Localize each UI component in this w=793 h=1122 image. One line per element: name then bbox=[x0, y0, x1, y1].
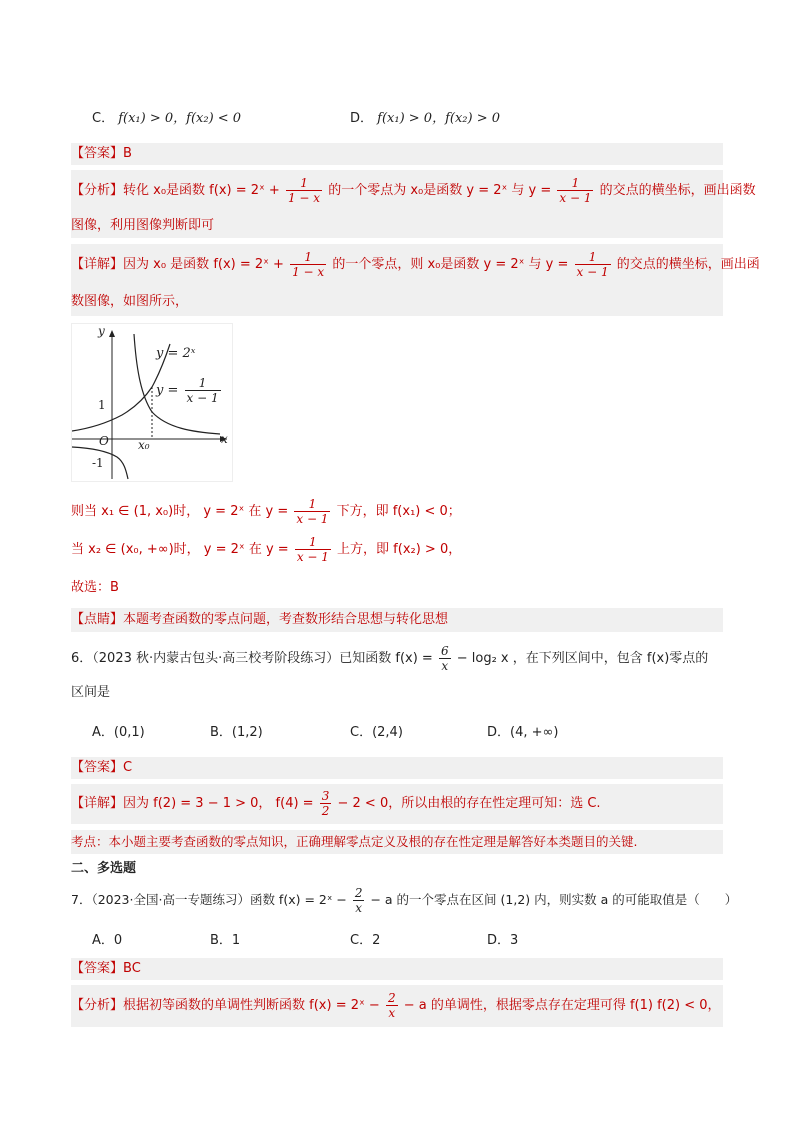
analysis-line2: 图像，利用图像判断即可 bbox=[71, 218, 215, 233]
origin-label: O bbox=[99, 434, 109, 448]
q6-stem-line2: 区间是 bbox=[71, 685, 111, 700]
option-c: C． f(x₁) > 0，f(x₂) < 0 bbox=[92, 111, 242, 126]
y-axis-arrow bbox=[109, 330, 115, 337]
q7-option-c: C．2 bbox=[350, 933, 381, 948]
detail-block-q5: 【详解】因为 x₀ 是函数 f(x) = 2ˣ + $\frac{1}{1 - x}$ 的一个零点，则 x₀是函数 y = 2ˣ 与 y = $\frac{1}{x - 1}$ 的交点的横坐标，画出函 数图像，如图所示， bbox=[71, 244, 723, 316]
y-axis-label: y bbox=[98, 324, 105, 338]
option-c-expr: f(x₁) > 0，f(x₂) < 0 bbox=[118, 111, 242, 126]
conclusion-line-b: 当 x₂ ∈ (x₀, +∞)时， y = 2ˣ 在 y = $\frac{1}{x - 1}$ 上方，即 f(x₂) > 0， bbox=[71, 535, 462, 564]
answer-row-q7: 【答案】BC bbox=[71, 958, 723, 980]
q7-option-b: B．1 bbox=[210, 933, 241, 948]
x-axis-label: x bbox=[221, 432, 228, 446]
hyperbola-label: y = $\frac{1}{x - 1}$ bbox=[156, 376, 219, 405]
analysis-block-q5: 【分析】转化 x₀是函数 f(x) = 2ˣ + $\frac{1}{1 - x}$ 的一个零点为 x₀是函数 y = 2ˣ 与 y = $\frac{1}{x - 1}$ 的交点的横坐标，画出函数 图像，利用图像判断即可 bbox=[71, 170, 723, 238]
tick-one: 1 bbox=[98, 398, 106, 412]
q6-option-d: D．(4, +∞) bbox=[487, 725, 559, 740]
q6-option-a: A．(0,1) bbox=[92, 725, 145, 740]
detail-tag: 【详解】 bbox=[71, 257, 124, 272]
analysis-row-q7: 【分析】根据初等函数的单调性判断函数 f(x) = 2ˣ − $\frac{2}{x}$ − a 的单调性，根据零点存在定理可得 f(1) f(2) < 0， bbox=[71, 985, 723, 1027]
answer-row-q6: 【答案】C bbox=[71, 757, 723, 779]
analysis-tag: 【分析】 bbox=[71, 183, 124, 198]
q7-stem: 7．（2023·全国·高一专题练习）函数 f(x) = 2ˣ − $\frac{2}{x}$ − a 的一个零点在区间 (1,2) 内，则实数 a 的可能取值是（ ） bbox=[71, 886, 738, 915]
q6-stem: 6．（2023 秋·内蒙古包头·高三校考阶段练习）已知函数 f(x) = $\frac{6}{x}$ − log₂ x ，在下列区间中，包含 f(x)零点的 bbox=[71, 644, 709, 673]
detail-row-q6: 【详解】因为 f(2) = 3 − 1 > 0， f(4) = $\frac{3}{2}$ − 2 < 0，所以由根的存在性定理可知：选 C. bbox=[71, 784, 723, 824]
exp-curve-label: y = 2ˣ bbox=[156, 346, 196, 361]
fraction: $\frac{1}{1 - x}$ bbox=[292, 250, 325, 279]
choose-line: 故选：B bbox=[71, 580, 119, 595]
q7-option-d: D．3 bbox=[487, 933, 519, 948]
x0-label: x₀ bbox=[138, 438, 150, 452]
q6-option-c: C．(2,4) bbox=[350, 725, 403, 740]
note-row-q5 bbox=[71, 608, 723, 632]
note-text: 本题考查函数的零点问题，考查数形结合思想与转化思想 bbox=[123, 612, 449, 627]
fraction: $\frac{1}{1 - x}$ bbox=[287, 176, 321, 205]
option-d-expr: f(x₁) > 0，f(x₂) > 0 bbox=[377, 111, 501, 126]
answer-row-q5 bbox=[71, 143, 723, 165]
kaodian-row: 考点：本小题主要考查函数的零点知识，正确理解零点定义及根的存在性定理是解答好本类题目的关键. bbox=[71, 830, 723, 854]
tick-neg-one: -1 bbox=[92, 456, 104, 470]
answer-tag: 【答案】 bbox=[71, 146, 124, 161]
note-tag: 【点睛】 bbox=[71, 612, 124, 627]
option-d: D． f(x₁) > 0，f(x₂) > 0 bbox=[350, 111, 501, 126]
q7-option-a: A．0 bbox=[92, 933, 123, 948]
function-graph bbox=[71, 323, 233, 482]
section-heading: 二、多选题 bbox=[71, 861, 137, 876]
detail-line2: 数图像，如图所示， bbox=[71, 294, 189, 309]
conclusion-line-a: 则当 x₁ ∈ (1, x₀)时， y = 2ˣ 在 y = $\frac{1}{x - 1}$ 下方，即 f(x₁) < 0； bbox=[71, 497, 461, 526]
fraction: $\frac{1}{x - 1}$ bbox=[559, 176, 592, 205]
q6-option-b: B．(1,2) bbox=[210, 725, 263, 740]
fraction: $\frac{1}{x - 1}$ bbox=[576, 250, 609, 279]
answer-value: B bbox=[123, 146, 132, 161]
